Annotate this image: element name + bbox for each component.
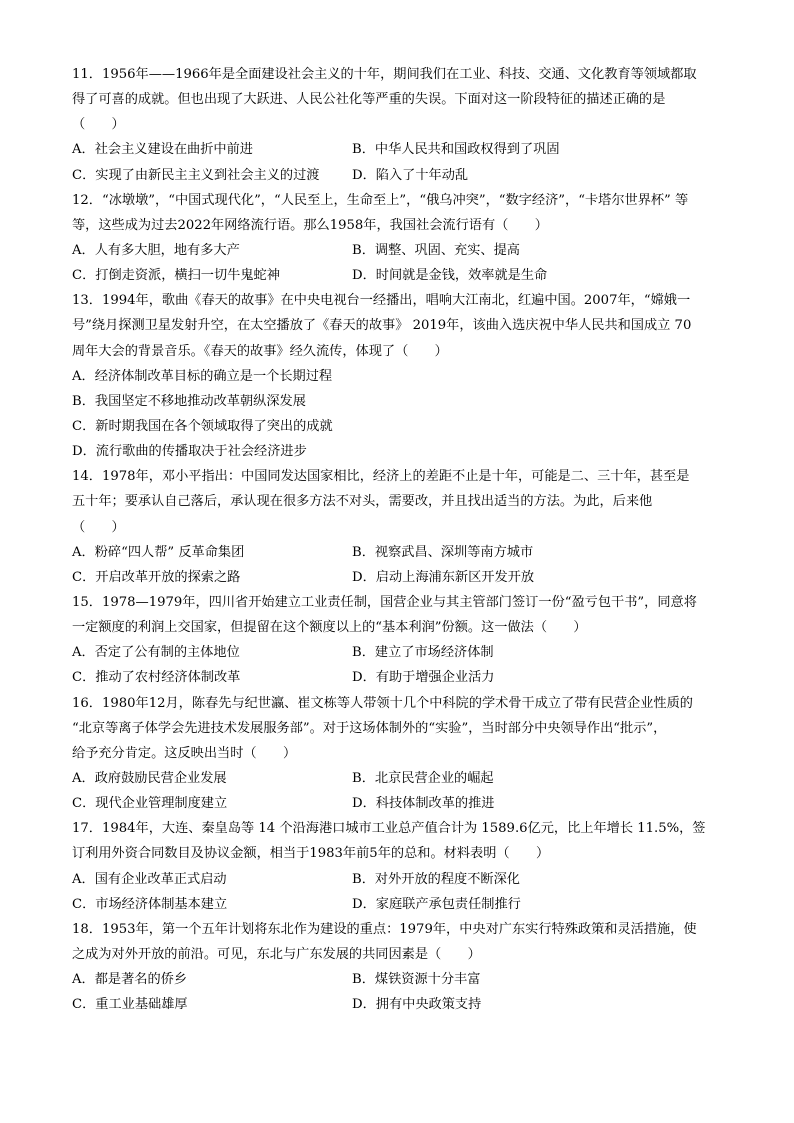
question-17: [72, 816, 724, 917]
option-c: C．实现了由新民主主义到社会主义的过渡: [72, 167, 320, 183]
question-stem-line: 18．1953年，第一个五年计划将东北作为建设的重点：1979年，中央对广东实行特殊政策和灵活措施，使: [72, 921, 697, 937]
option-b: B．调整、巩固、充实、提高: [352, 242, 520, 258]
question-stem-line: 一定额度的利润上交国家，但提留在这个额度以上的“基本利润”份额。这一做法（ ）: [72, 620, 587, 636]
exam-page: [72, 62, 724, 1017]
question-stem-line: 等，这些成为过去2022年网络流行语。那么1958年，我国社会流行语有（ ）: [72, 217, 548, 233]
option-c: C．新时期我国在各个领域取得了突出的成就: [72, 418, 333, 434]
option-d: D．科技体制改革的推进: [352, 796, 495, 812]
option-b: B．建立了市场经济体制: [352, 645, 494, 661]
question-stem-line: 之成为对外开放的前沿。可见，东北与广东发展的共同因素是（ ）: [72, 946, 481, 962]
option-d: D．陷入了十年动乱: [352, 167, 469, 183]
option-b: B．北京民营企业的崛起: [352, 770, 494, 786]
option-a: A．都是著名的侨乡: [72, 972, 188, 988]
option-d: D．有助于增强企业活力: [352, 670, 495, 686]
option-c: C．市场经济体制基本建立: [72, 896, 228, 912]
options-row: [72, 992, 724, 1017]
question-stem-line: 12．“冰墩墩”，“中国式现代化”，“人民至上，生命至上”，“俄乌冲突”，“数字经济”，“卡塔尔世界杯” 等: [72, 192, 689, 208]
option-a: A．经济体制改革目标的确立是一个长期过程: [72, 368, 333, 384]
options-row: [72, 791, 724, 816]
option-b: B．我国坚定不移地推动改革朝纵深发展: [72, 393, 306, 409]
question-stem-line: 17．1984年，大连、秦皇岛等 14 个沿海港口城市工业总产值合计为 1589.6亿元，比上年增长 11.5%，签: [72, 821, 706, 837]
question-11: [72, 62, 724, 188]
question-stem-line: 13．1994年，歌曲《春天的故事》在中央电视台一经播出，唱响大江南北，红遍中国。2007年，“嫦娥一: [72, 293, 691, 309]
options-row: [72, 238, 724, 263]
question-13: [72, 288, 724, 464]
question-stem-line: 周年大会的背景音乐。《春天的故事》经久流传，体现了（ ）: [72, 343, 448, 359]
option-c: C．重工业基础雄厚: [72, 997, 188, 1013]
option-c: C．开启改革开放的探索之路: [72, 569, 241, 585]
question-stem-line: 得了可喜的成就。但也出现了大跃进、人民公社化等严重的失误。下面对这一阶段特征的描述正确的是: [72, 92, 666, 108]
option-a: A．否定了公有制的主体地位: [72, 645, 240, 661]
option-b: B．煤铁资源十分丰富: [352, 972, 481, 988]
option-b: B．中华人民共和国政权得到了巩固: [352, 142, 560, 158]
option-d: D．启动上海浦东新区开发开放: [352, 569, 535, 585]
question-stem-line: 号”绕月探测卫星发射升空，在太空播放了《春天的故事》 2019年，该曲入选庆祝中华人民共和国成立 70: [72, 318, 692, 334]
options-row: [72, 540, 724, 565]
option-d: D．时间就是金钱，效率就是生命: [352, 268, 548, 284]
question-12: [72, 188, 724, 289]
question-stem-line: 给予充分肯定。这反映出当时（ ）: [72, 745, 297, 761]
option-c: C．打倒走资派，横扫一切牛鬼蛇神: [72, 268, 280, 284]
option-a: A．政府鼓励民营企业发展: [72, 770, 227, 786]
options-row: [72, 565, 724, 590]
options-row: [72, 892, 724, 917]
question-18: [72, 917, 724, 1018]
options-row: [72, 640, 724, 665]
option-d: D．家庭联产承包责任制推行: [352, 896, 521, 912]
option-b: B．对外开放的程度不断深化: [352, 871, 520, 887]
question-stem-line: 14．1978年，邓小平指出：中国同发达国家相比，经济上的差距不止是十年，可能是二、三十年，甚至是: [72, 469, 690, 485]
option-d: D．拥有中央政策支持: [352, 997, 482, 1013]
options-row: [72, 867, 724, 892]
option-a: A．国有企业改革正式启动: [72, 871, 227, 887]
option-a: A．社会主义建设在曲折中前进: [72, 142, 253, 158]
options-row: [72, 766, 724, 791]
options-row: [72, 163, 724, 188]
option-b: B．视察武昌、深圳等南方城市: [352, 544, 534, 560]
answer-blank: （ ）: [72, 519, 125, 535]
question-stem-line: 五十年；要承认自己落后，承认现在很多方法不对头，需要改，并且找出适当的方法。为此，后来他: [72, 494, 653, 510]
option-a: A．粉碎“四人帮” 反革命集团: [72, 544, 245, 560]
question-stem-line: 11．1956年——1966年是全面建设社会主义的十年，期间我们在工业、科技、交通、文化教育等领域都取: [72, 67, 697, 82]
options-row: [72, 665, 724, 690]
question-stem-line: 15．1978—1979年，四川省开始建立工业责任制，国营企业与其主管部门签订一份“盈亏包干书”，同意将: [72, 594, 697, 610]
option-c: C．现代企业管理制度建立: [72, 796, 228, 812]
option-a: A．人有多大胆，地有多大产: [72, 242, 240, 258]
question-stem-line: “北京等离子体学会先进技术发展服务部”。对于这场体制外的“实验”，当时部分中央领导作出“批示”，: [72, 720, 667, 736]
question-stem-line: 16．1980年12月，陈春先与纪世瀛、崔文栋等人带领十几个中科院的学术骨干成立了带有民营企业性质的: [72, 695, 693, 711]
question-stem-line: 订利用外资合同数目及协议金额，相当于1983年前5年的总和。材料表明（ ）: [72, 846, 550, 862]
question-15: [72, 590, 724, 691]
answer-blank: （ ）: [72, 117, 125, 133]
options-row: [72, 967, 724, 992]
options-row: [72, 137, 724, 162]
options-row: [72, 263, 724, 288]
option-d: D．流行歌曲的传播取决于社会经济进步: [72, 444, 307, 460]
question-16: [72, 691, 724, 817]
option-c: C．推动了农村经济体制改革: [72, 670, 241, 686]
question-14: [72, 464, 724, 590]
